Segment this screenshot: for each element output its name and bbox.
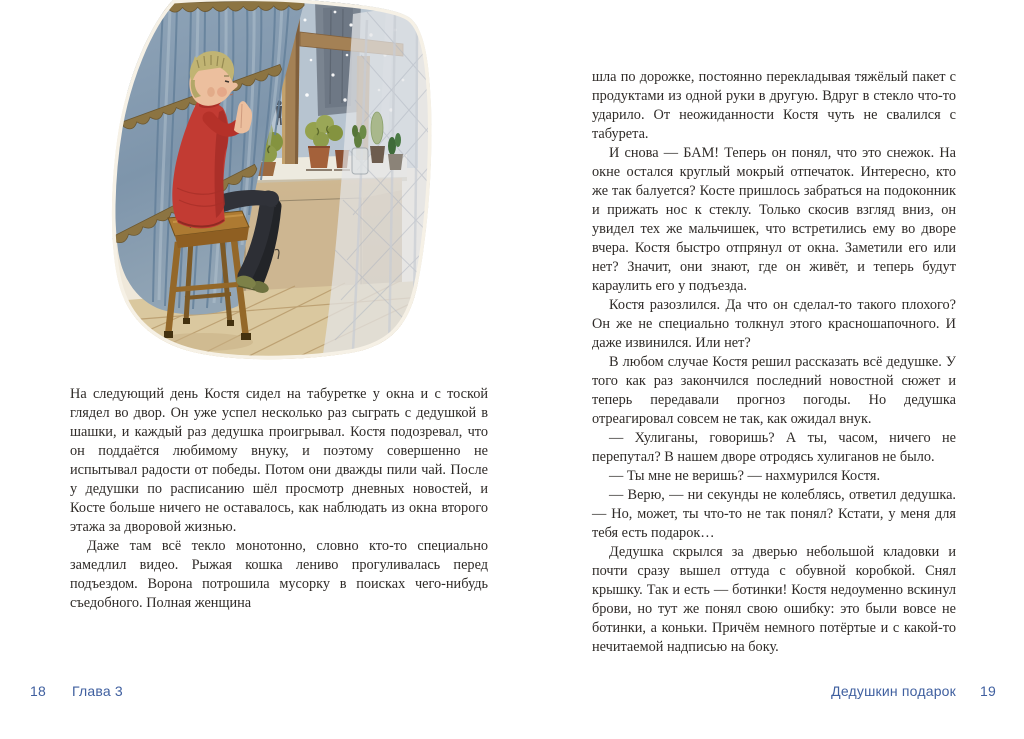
right-page-text-column <box>592 68 956 657</box>
right-chapter-label: Дедушкин подарок <box>831 683 956 699</box>
left-page-text-column <box>70 385 488 613</box>
paragraph: — Ты мне не веришь? — нахмурился Костя. <box>609 468 881 484</box>
paragraph: И снова — БАМ! Теперь он понял, что это снежок. На окне остался круглый мокрый отпечаток. Интересно, кто же так балуется? Косте пришлось забраться на подоконник и прижать нос к стеклу. Только скосив взгляд вниз, он увидел тех же мальчишек, что встретились ему во дворе вчера. Костя быстро отпрянул от окна. Заметили его или нет? Значит, они знают, где он живёт, и теперь будут караулить его у подъезда. <box>592 145 956 294</box>
left-chapter-label: Глава 3 <box>72 683 123 699</box>
paragraph: — Хулиганы, говоришь? А ты, часом, ничего не перепутал? В нашем дворе отродясь хулиганов не было. <box>592 430 956 465</box>
paragraph: На следующий день Костя сидел на табуретке у окна и с тоской глядел во двор. Он уже успел несколько раз сыграть с дедушкой в шашки, и каждый раз дедушка проигрывал. Костя подозревал, что он поддаётся любимому внуку, и поэтому совершенно не испытывал радости от победы. Потом они дважды пили чай. После у дедушки по расписанию шёл просмотр дневных новостей, и Косте больше ничего не оставалось, как наблюдать из окна второго этажа за дворовой жизнью. <box>70 386 488 535</box>
paragraph: Дедушка скрылся за дверью небольшой кладовки и почти сразу вышел оттуда с обувной коробкой. Снял крышку. Так и есть — ботинки! Костя недоуменно вскинул брови, но тут же понял свою ошибку: это были вовсе не ботинки, а коньки. Причём немного потёртые и с какой-то нечитаемой надписью на боку. <box>592 544 956 655</box>
paragraph: Костя разозлился. Да что он сделал-то такого плохого? Он же не специально толкнул этого красношапочного. И даже извинился. Или нет? <box>592 297 956 351</box>
illustration <box>95 0 435 362</box>
paragraph: В любом случае Костя решил рассказать всё дедушке. У того как раз закончился последний новостной сюжет и теперь передавали прогноз погоды. Но дедушка отреагировал совсем не так, как ожидал внук. <box>592 354 956 427</box>
paragraph: — Верю, — ни секунды не колеблясь, ответил дедушка. — Но, может, ты что-то не так понял? Кстати, у меня для тебя есть подарок… <box>592 487 956 541</box>
paragraph: шла по дорожке, постоянно перекладывая тяжёлый пакет с продуктами из одной руки в другую. Вдруг в стекло что-то ударило. От неожиданности Костя чуть не свалился с табурета. <box>592 69 956 142</box>
paragraph: Даже там всё текло монотонно, словно кто-то специально замедлил видео. Рыжая кошка лениво прогуливалась перед подъездом. Ворона потрошила мусорку в поисках чего-нибудь съедобного. Полная женщина <box>70 538 488 611</box>
right-page-number: 19 <box>980 683 996 699</box>
left-page-number: 18 <box>30 683 46 699</box>
